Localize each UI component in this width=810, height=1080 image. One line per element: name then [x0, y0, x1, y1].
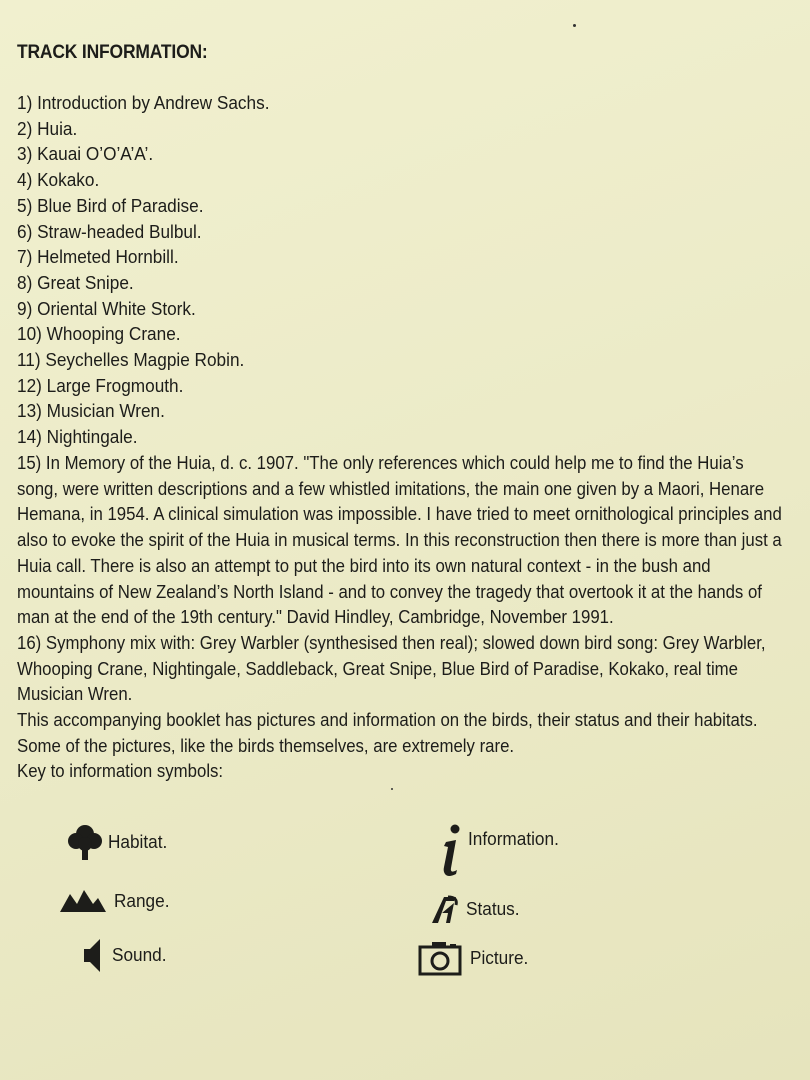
key-information-label: Information.	[468, 828, 559, 849]
key-information	[440, 824, 566, 878]
track-item: 5) Blue Bird of Paradise.	[17, 194, 204, 216]
speaker-icon	[80, 936, 104, 974]
info-icon	[440, 824, 464, 878]
track-item: 12) Large Frogmouth.	[17, 374, 184, 396]
mountains-icon	[60, 888, 106, 914]
track-item: 9) Oriental White Stork.	[17, 297, 196, 319]
track-item: 11) Seychelles Magpie Robin.	[17, 349, 245, 371]
booklet-description: This accompanying booklet has pictures and information on the birds, their status and their habitats. Some of the pictures, like the birds themselves, are extremely rare.	[17, 709, 758, 756]
tree-icon	[66, 822, 104, 862]
key-sound-label: Sound.	[112, 944, 167, 965]
notes-text	[17, 450, 788, 784]
key-range-label: Range.	[114, 890, 170, 911]
paper-speck	[573, 24, 576, 27]
track-item: 2) Huia.	[17, 117, 78, 139]
key-habitat-label: Habitat.	[108, 831, 168, 852]
track-item: 1) Introduction by Andrew Sachs.	[17, 92, 270, 113]
track-item: 4) Kokako.	[17, 169, 100, 191]
track-item: 10) Whooping Crane.	[17, 323, 181, 345]
camera-icon	[418, 940, 462, 976]
key-picture-label: Picture.	[470, 947, 529, 968]
key-range	[60, 888, 174, 914]
key-intro: Key to information symbols:	[17, 760, 224, 782]
key-status-label: Status.	[466, 898, 520, 919]
page-heading: TRACK INFORMATION:	[17, 42, 208, 63]
track-item: 7) Helmeted Hornbill.	[17, 246, 179, 268]
track-item: 6) Straw-headed Bulbul.	[17, 220, 202, 242]
track-item: 3) Kauai O’O’A’A’.	[17, 143, 154, 165]
track-15-notes: 15) In Memory of the Huia, d. c. 1907. "The only references which could help me to find the Huia’s song, were written descriptions and a few whistled imitations, the main one given by a Maori, Henare Hemana, in 1954. A clinical simulation was impossible. I have tried to meet ornithological principles and also to evoke the spirit of the Huia in musical terms. In this reconstruction then there is more than just a Huia call. There is also an attempt to put the bird into its own natural context - in the bush and mountains of New Zealand’s North Island - and to convey the tragedy that overtook it at the hands of man at the end of the 19th century." David Hindley, Cambridge, November 1991.	[17, 452, 782, 628]
key-picture	[418, 940, 533, 976]
track-item: 14) Nightingale.	[17, 426, 138, 448]
track-item: 8) Great Snipe.	[17, 271, 134, 293]
key-habitat	[66, 822, 172, 862]
key-sound	[80, 936, 171, 974]
track-list	[17, 90, 752, 450]
track-item: 13) Musician Wren.	[17, 400, 165, 422]
key-status	[428, 893, 524, 925]
status-icon	[428, 893, 460, 925]
track-16-notes: 16) Symphony mix with: Grey Warbler (synthesised then real); slowed down bird song: Grey Warbler, Whooping Crane, Nightingale, Saddleback, Great Snipe, Blue Bird of Paradise, Kokako, real time Musician Wren.	[17, 631, 766, 705]
paper-speck	[391, 788, 393, 790]
